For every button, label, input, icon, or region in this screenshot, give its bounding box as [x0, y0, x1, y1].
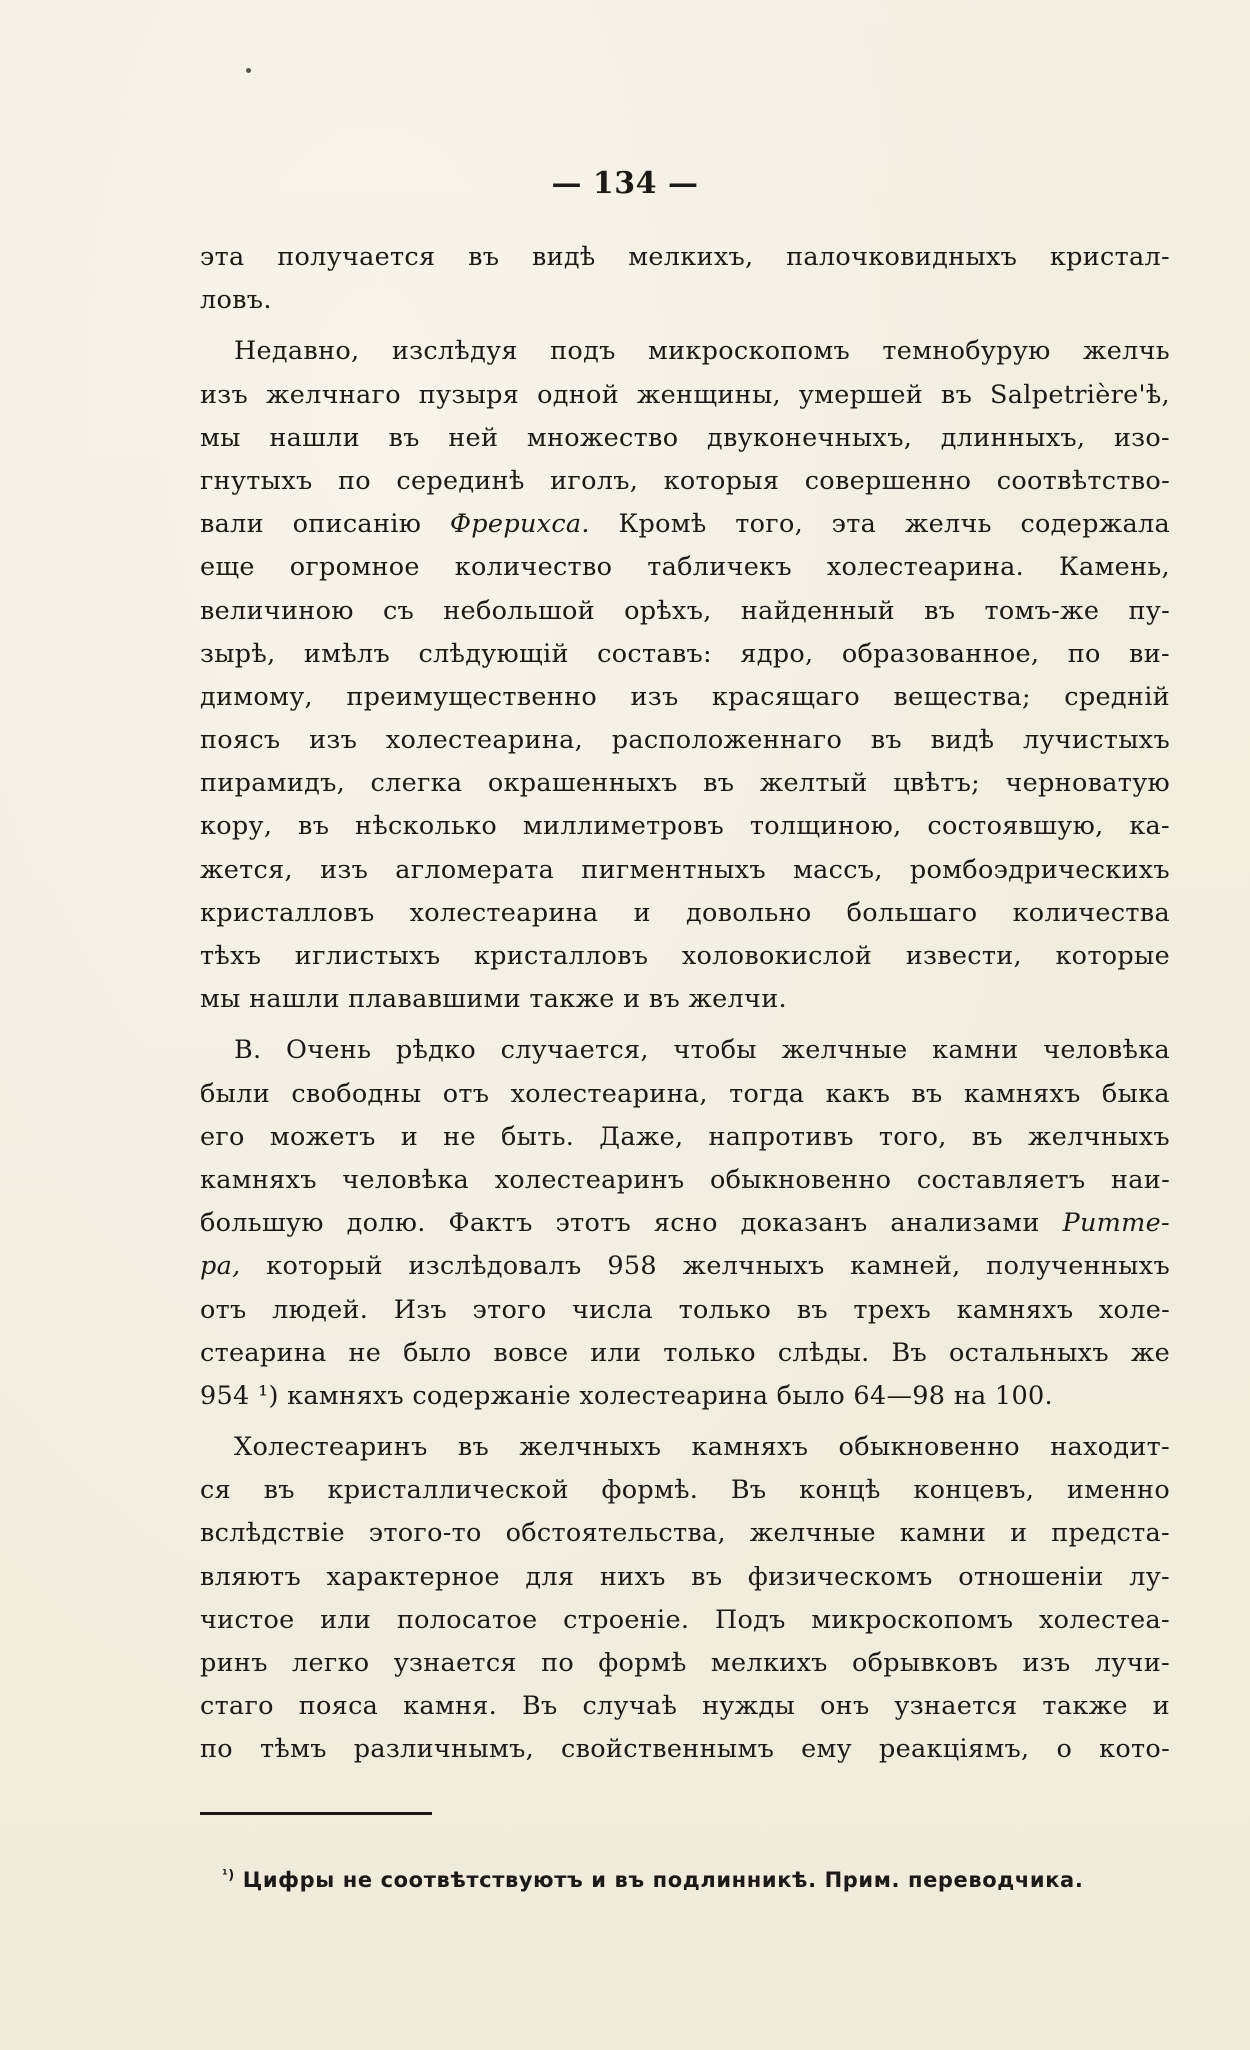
word: кото- [1099, 1734, 1170, 1765]
word: случается, [500, 1035, 649, 1066]
word: концевъ, [913, 1475, 1035, 1506]
word: изъ [309, 725, 358, 756]
word: длинныхъ, [940, 422, 1086, 453]
word: только [678, 1294, 772, 1325]
word: серединѣ [396, 465, 525, 496]
word: камней, [850, 1251, 961, 1282]
word: вслѣдствіе [200, 1518, 345, 1549]
word: который [266, 1251, 383, 1282]
text-line [200, 1332, 1170, 1375]
word: же [1130, 1337, 1170, 1368]
word: ромбоэдрическихъ [909, 854, 1170, 885]
word: по [1067, 638, 1101, 669]
word: въ [388, 422, 420, 453]
word: холовокислой [681, 941, 873, 971]
word: нихъ [599, 1561, 666, 1592]
word: по [541, 1648, 575, 1678]
word: физическомъ [747, 1561, 933, 1592]
word: эта [200, 242, 245, 272]
text-line [200, 503, 1170, 546]
word: ра, [200, 1251, 241, 1282]
word: узнается [393, 1648, 517, 1678]
word: красящаго [711, 681, 861, 712]
word: ринъ [200, 1648, 268, 1678]
word: тогда [729, 1078, 805, 1109]
word: количество [454, 552, 613, 583]
word: гнутыхъ [200, 465, 313, 496]
page-number: — 134 — [551, 166, 699, 201]
word: нѣсколько [355, 811, 498, 842]
word: свойственнымъ [561, 1734, 775, 1765]
word: анализами [890, 1208, 1040, 1239]
word: изъ [320, 854, 369, 885]
word: въ [924, 595, 956, 626]
text-line [200, 236, 1170, 279]
word: окрашенныхъ [487, 768, 678, 799]
word: ней [448, 422, 499, 453]
word: женщины, [636, 379, 781, 410]
word: какъ [825, 1078, 891, 1109]
word: лучистыхъ [1022, 725, 1170, 756]
word: въ [691, 1561, 723, 1592]
word: по [200, 1734, 233, 1765]
word: наи- [1110, 1164, 1170, 1195]
word: Камень, [1059, 552, 1170, 583]
word: средній [1064, 681, 1170, 712]
word: по [337, 465, 371, 496]
word: которыя [663, 465, 780, 496]
word: холестеа- [1038, 1604, 1170, 1635]
word: составляетъ [916, 1164, 1086, 1195]
footnote-separator [200, 1812, 432, 1815]
word: соотвѣтство- [996, 465, 1170, 496]
word: мы нашли плававшими также и въ желчи. [200, 984, 787, 1015]
word: табличекъ [647, 552, 792, 583]
word: вовсе [493, 1337, 569, 1368]
word: стеарина [200, 1337, 327, 1368]
text-line [200, 1469, 1170, 1512]
word: Въ [521, 1691, 558, 1722]
word: миллиметровъ [522, 811, 725, 842]
word: не [443, 1121, 476, 1152]
word: его [200, 1121, 245, 1152]
word: и [400, 1121, 419, 1152]
word: изъ [630, 681, 679, 712]
word: трехъ [853, 1294, 932, 1325]
word: и [633, 897, 651, 928]
word: еще [200, 552, 255, 583]
text-line [200, 546, 1170, 589]
word: черноватую [1005, 768, 1170, 799]
word: мелкихъ [710, 1648, 828, 1678]
word: совершенно [804, 465, 972, 496]
word: вещества; [893, 681, 1031, 712]
text-line [200, 676, 1170, 719]
word: составъ: [597, 638, 712, 669]
word: холестеаринъ [494, 1164, 685, 1195]
word: вляютъ [200, 1561, 301, 1592]
word: онъ [820, 1691, 870, 1722]
word: подъ [550, 336, 616, 367]
word: расположеннаго [611, 725, 843, 756]
word: ка- [1129, 811, 1170, 842]
word: рѣдко [395, 1035, 477, 1066]
word: Фрерихса. [449, 509, 590, 540]
word: большую [200, 1208, 324, 1239]
word: именно [1066, 1475, 1170, 1506]
word: Подъ [714, 1604, 786, 1635]
word: холестеарина, [510, 1078, 708, 1109]
word: найденный [740, 595, 895, 626]
word: изслѣдовалъ [408, 1251, 582, 1282]
footnote-mark: ¹) [222, 1868, 235, 1883]
word: массъ, [793, 854, 883, 885]
word: поясъ [200, 725, 281, 756]
word: 958 [607, 1251, 657, 1282]
word: кристаллической [327, 1475, 569, 1506]
word: было [403, 1337, 472, 1368]
text-line [200, 1512, 1170, 1555]
word: холестеарина. [826, 552, 1025, 583]
text-line [200, 279, 1170, 322]
word: въ [703, 768, 735, 799]
word: холестеарина [409, 897, 599, 928]
word: кристал- [1049, 242, 1170, 272]
word: огромное [289, 552, 420, 583]
word: ясно [653, 1208, 718, 1239]
word: характерное [326, 1561, 500, 1592]
text-line [200, 1116, 1170, 1159]
text-line [200, 1029, 1170, 1072]
word: камняхъ [956, 1294, 1074, 1325]
word: преимущественно [346, 681, 598, 712]
word: числа [572, 1294, 654, 1325]
word: желчные [749, 1518, 876, 1549]
text-line [200, 1375, 1170, 1418]
word: Ритте- [1062, 1208, 1170, 1239]
word: этотъ [555, 1208, 632, 1239]
word: Кромѣ [618, 509, 707, 540]
word: желчные [781, 1035, 908, 1066]
word: или [590, 1337, 642, 1368]
text-line [200, 374, 1170, 417]
word: и [1152, 1691, 1170, 1722]
word: эта [831, 509, 877, 540]
word: свободны [291, 1078, 422, 1109]
word: полосатое [396, 1604, 538, 1635]
word: пигментныхъ [581, 854, 766, 885]
word: лучи- [1094, 1648, 1170, 1678]
word: количества [1012, 897, 1170, 928]
word: въ [468, 242, 500, 272]
word: орѣхъ, [624, 595, 712, 626]
word: холестеарина, [385, 725, 584, 756]
word: въ [457, 1432, 490, 1463]
word: иглистыхъ [294, 941, 441, 971]
word: быть. [500, 1121, 575, 1152]
word: реакціямъ, [879, 1734, 1030, 1765]
word: остальныхъ [948, 1337, 1109, 1368]
word: можетъ [269, 1121, 376, 1152]
word: зырѣ, [200, 638, 276, 669]
word: въ [263, 1475, 295, 1506]
text-line [200, 1642, 1170, 1685]
word: содержала [1020, 509, 1170, 540]
word: обыкновенно [838, 1432, 1020, 1463]
body-text [200, 236, 1170, 1772]
word: напротивъ [708, 1121, 854, 1152]
word: нужды [702, 1691, 796, 1722]
word: узнается [894, 1691, 1018, 1722]
word: Даже, [599, 1121, 684, 1152]
word: того, [735, 509, 804, 540]
word: которые [1055, 941, 1170, 971]
word: человѣка [342, 1164, 470, 1195]
text-line [200, 978, 1170, 1021]
word: доказанъ [740, 1208, 868, 1239]
word: видѣ [930, 725, 995, 756]
word: ему [801, 1734, 852, 1765]
word: величиною [200, 595, 354, 626]
word: или [320, 1604, 372, 1635]
word: отношеніи [958, 1561, 1104, 1592]
word: лу- [1129, 1561, 1170, 1592]
text-line [200, 633, 1170, 676]
word: тѣмъ [259, 1734, 327, 1765]
word: формѣ. [601, 1475, 699, 1506]
word: описанію [292, 509, 422, 540]
text-line [200, 892, 1170, 935]
word: вали [200, 509, 264, 540]
text-line [200, 1073, 1170, 1116]
word: ви- [1129, 638, 1170, 669]
word: въ [298, 811, 330, 842]
word: темнобурую [882, 336, 1051, 367]
word: легко [292, 1648, 370, 1678]
text-line [200, 1202, 1170, 1245]
text-line [200, 330, 1170, 373]
text-line [200, 1599, 1170, 1642]
word: иголъ, [550, 465, 639, 496]
text-line [200, 762, 1170, 805]
word: пояса [298, 1691, 379, 1722]
word: желчь [904, 509, 992, 540]
word: имѣлъ [303, 638, 391, 669]
word: слѣдующій [418, 638, 569, 669]
word: тѣхъ [200, 941, 262, 971]
word: ся [200, 1475, 231, 1506]
word: жется, [200, 854, 293, 885]
word: изъ [200, 379, 249, 410]
word: холе- [1098, 1294, 1170, 1325]
word: агломерата [395, 854, 555, 885]
word: Изъ [393, 1294, 447, 1325]
text-line [200, 417, 1170, 460]
word: желчныхъ [1028, 1121, 1170, 1152]
word: чтобы [673, 1035, 757, 1066]
word: желчь [1082, 336, 1170, 367]
word: цвѣтъ; [893, 768, 981, 799]
word: ядро, [740, 638, 814, 669]
word: образованное, [841, 638, 1040, 669]
word: человѣка [1043, 1035, 1170, 1066]
word: Фактъ [448, 1208, 533, 1239]
word: довольно [685, 897, 812, 928]
ink-speck [246, 68, 251, 73]
word: формѣ [598, 1648, 687, 1678]
word: также [1042, 1691, 1128, 1722]
word: концѣ [799, 1475, 881, 1506]
word: желчныхъ [682, 1251, 825, 1282]
word: пузыря [418, 379, 520, 410]
text-line [200, 1159, 1170, 1202]
word: пирамидъ, [200, 768, 346, 799]
word: слегка [370, 768, 463, 799]
word: не [348, 1337, 382, 1368]
word: изъ [1022, 1648, 1071, 1678]
word: стаго [200, 1691, 274, 1722]
word: этого-то [368, 1518, 482, 1549]
word: отъ [200, 1294, 247, 1325]
word: находит- [1050, 1432, 1170, 1463]
word: Очень [286, 1035, 372, 1066]
word: камняхъ [691, 1432, 809, 1463]
word: чистое [200, 1604, 295, 1635]
word: палочковидныхъ [786, 242, 1018, 272]
word: и [1010, 1518, 1028, 1549]
word: желчныхъ [519, 1432, 662, 1463]
word: съ [382, 595, 415, 626]
word: кристалловъ [473, 941, 649, 971]
word: о [1056, 1734, 1073, 1765]
word: въ [796, 1294, 828, 1325]
word: Холестеаринъ [234, 1432, 428, 1463]
word: были [200, 1078, 271, 1109]
word: микроскопомъ [811, 1604, 1014, 1635]
word: B. [234, 1035, 262, 1066]
text-line [200, 460, 1170, 503]
text-line [200, 590, 1170, 633]
text-line [200, 805, 1170, 848]
word: Въ [730, 1475, 767, 1506]
word: пу- [1128, 595, 1170, 626]
text-line [200, 1245, 1170, 1288]
word: отъ [442, 1078, 490, 1109]
word: строеніе. [563, 1604, 690, 1635]
word: камни [899, 1518, 987, 1549]
word: долю. [346, 1208, 426, 1239]
text-line [200, 1685, 1170, 1728]
word: обстоятельства, [505, 1518, 726, 1549]
word: двуконечныхъ, [706, 422, 913, 453]
word: въ [870, 725, 902, 756]
text-line [200, 1728, 1170, 1771]
text-line [200, 935, 1170, 978]
word: различнымъ, [353, 1734, 535, 1765]
word: большаго [846, 897, 978, 928]
word: въ [940, 379, 973, 410]
word: одной [537, 379, 619, 410]
text-line [200, 1556, 1170, 1599]
word: для [525, 1561, 575, 1592]
word: кристалловъ [200, 897, 375, 928]
word: мелкихъ, [628, 242, 754, 272]
word: множество [526, 422, 679, 453]
word: желтый [759, 768, 868, 799]
word: предста- [1051, 1518, 1170, 1549]
word: обрывковъ [851, 1648, 999, 1678]
word: камняхъ [200, 1164, 317, 1195]
word: мы [200, 422, 241, 453]
text-line [200, 1426, 1170, 1469]
word: Недавно, [234, 336, 360, 367]
word: томъ-же [984, 595, 1100, 626]
word: димому, [200, 681, 313, 712]
text-line [200, 849, 1170, 892]
word: умершей [798, 379, 924, 410]
word: полученныхъ [986, 1251, 1170, 1282]
word: 954 ¹) камняхъ содержаніе холестеарина было 64—98 на 100. [200, 1380, 1053, 1411]
word: желчнаго [265, 379, 401, 410]
word: толщиною, [749, 811, 902, 842]
word: людей. [272, 1294, 369, 1325]
text-line [200, 719, 1170, 762]
footnote-text: Цифры не соотвѣтствуютъ и въ подлинникѣ. Прим. переводчика. [242, 1868, 1084, 1892]
word: Въ [891, 1337, 928, 1368]
word: въ [911, 1078, 943, 1109]
word: слѣды. [777, 1337, 870, 1368]
footnote [222, 1868, 1083, 1892]
word: извести, [905, 941, 1022, 971]
word: случаѣ [582, 1691, 678, 1722]
word: нашли [269, 422, 360, 453]
word: кору, [200, 811, 273, 842]
word: камня. [403, 1691, 498, 1722]
word: камняхъ [963, 1078, 1081, 1109]
word: Salpetrière'ѣ, [990, 379, 1170, 410]
word: изо- [1113, 422, 1170, 453]
word: камни [932, 1035, 1019, 1066]
word: того, [878, 1121, 947, 1152]
word: ловъ. [200, 285, 272, 316]
word: въ [971, 1121, 1003, 1152]
word: получается [277, 242, 436, 272]
word: видѣ [531, 242, 596, 272]
word: только [663, 1337, 756, 1368]
word: состоявшую, [927, 811, 1104, 842]
word: этого [472, 1294, 547, 1325]
word: изслѣдуя [391, 336, 518, 367]
word: микроскопомъ [647, 336, 850, 367]
text-line [200, 1289, 1170, 1332]
word: обыкновенно [709, 1164, 892, 1195]
word: быка [1101, 1078, 1170, 1109]
word: небольшой [443, 595, 595, 626]
